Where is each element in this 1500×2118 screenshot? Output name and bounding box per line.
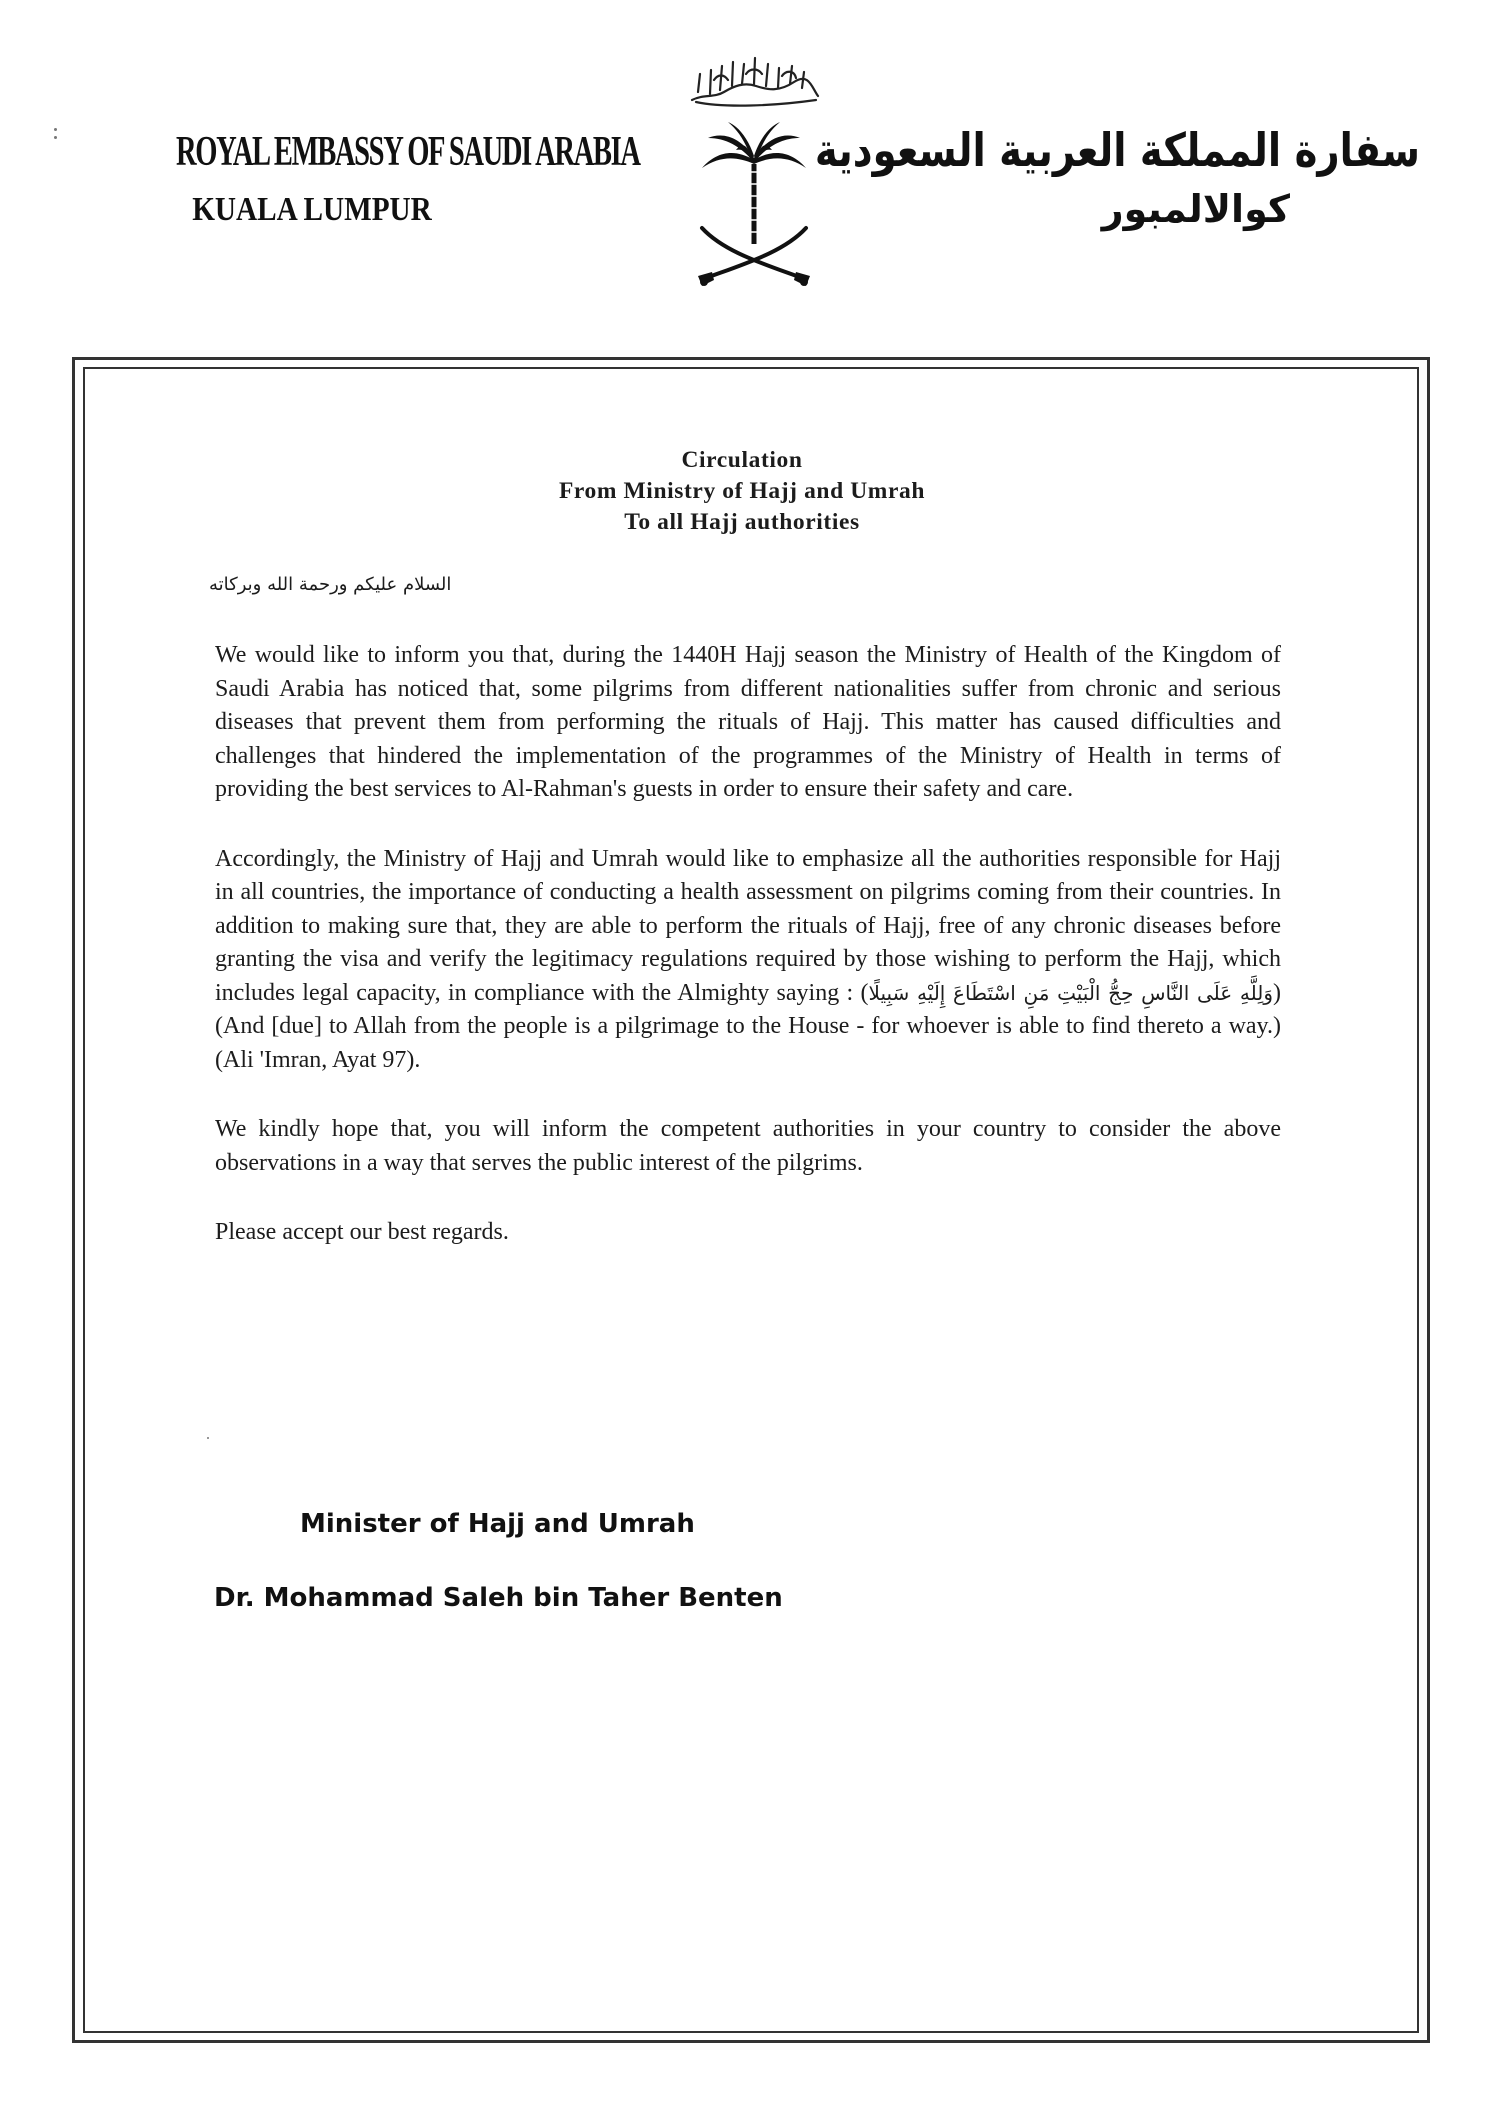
paragraph-3: We kindly hope that, you will inform the competent authorities in your country to consider the above observations in a way that serves the public interest of the pilgrims. — [215, 1116, 1281, 1176]
arabic-salutation: السلام عليكم ورحمة الله وبركاته — [209, 574, 452, 595]
heading-line-to: To all Hajj authorities — [624, 509, 860, 535]
scan-speck — [54, 128, 57, 131]
embassy-name-arabic: سفارة المملكة العربية السعودية — [814, 123, 1420, 177]
scan-speck — [207, 1437, 209, 1439]
paragraph-2-text-before: Accordingly, the Ministry of Hajj and Umrah would like to emphasize all the authorities responsible for Hajj in all countries, the importance of conducting a health assessment on pilgrims coming from their countries. In addition to making sure that, they are able to perform the rituals of Hajj, free of any chronic diseases before granting the visa and verify the legitimacy regulations required by those wishing to perform the Hajj, which includes legal capacity, in compliance with the Almighty saying : ( — [215, 845, 1281, 1006]
letter-body — [209, 445, 1281, 1250]
closing-regards: Please accept our best regards. — [215, 1219, 509, 1245]
letterhead-english — [112, 128, 640, 230]
signatory-name: Dr. Mohammad Saleh bin Taher Benten — [214, 1583, 783, 1613]
embassy-name: ROYAL EMBASSY OF SAUDI ARABIA — [176, 129, 640, 175]
signatory-title: Minister of Hajj and Umrah — [300, 1509, 695, 1539]
letterhead-arabic — [814, 118, 1420, 236]
saudi-palm-swords-emblem-icon — [684, 52, 824, 292]
paragraph-2-text-after: ) (And [due] to Allah from the people is a pilgrimage to the House - for whoever is able to find thereto a way.) (Ali 'Imran, Ayat 97). — [215, 979, 1281, 1073]
heading-line-circulation: Circulation — [681, 447, 803, 473]
paragraph-1: We would like to inform you that, during the 1440H Hajj season the Ministry of Health of the Kingdom of Saudi Arabia has noticed that, some pilgrims from different nationalities suffer from chronic and serious diseases that prevent them from performing the rituals of Hajj. This matter has caused difficulties and challenges that hindered the implementation of the programmes of the Ministry of Health in terms of providing the best services to Al-Rahman's guests in order to ensure their safety and care. — [215, 642, 1281, 802]
letter-heading — [203, 445, 1281, 538]
embassy-city-arabic: كوالالمبور — [1101, 187, 1290, 231]
quran-verse-arabic: وَلِلَّهِ عَلَى النَّاسِ حِجُّ الْبَيْتِ مَنِ اسْتَطَاعَ إِلَيْهِ سَبِيلًا — [868, 980, 1273, 1005]
embassy-city: KUALA LUMPUR — [192, 191, 432, 228]
paragraph-2 — [215, 843, 1281, 1078]
scan-speck — [54, 136, 57, 139]
heading-line-from: From Ministry of Hajj and Umrah — [558, 478, 926, 504]
